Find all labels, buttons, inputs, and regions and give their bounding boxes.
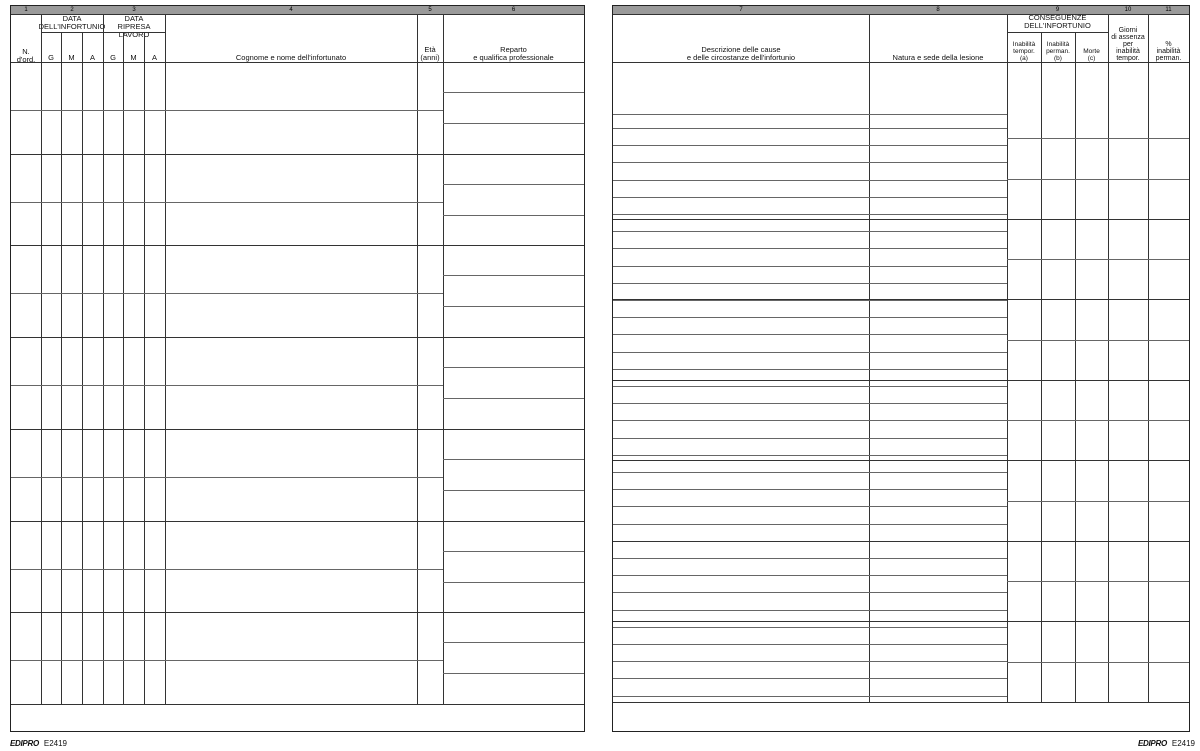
grid-line [1007,420,1189,421]
column-number: 2 [70,7,74,13]
grid-line [613,145,1007,146]
header-giorno: G [48,53,54,62]
grid-line [1108,14,1109,702]
grid-line [613,678,1007,679]
column-number-bar [613,6,1189,14]
grid-line [443,215,584,216]
brand-footer-left [10,739,67,748]
grid-line [613,696,1007,697]
grid-line [613,62,1189,63]
grid-line [417,14,418,704]
grid-line [11,477,443,478]
grid-line [613,592,1007,593]
right-register-page [612,5,1190,732]
grid-line [144,32,145,704]
column-number: 9 [1055,7,1060,13]
grid-line [11,429,584,430]
grid-line [103,14,104,704]
header-conseguenze: CONSEGUENZE DELL'INFORTUNIO [1024,13,1091,30]
grid-line [613,317,1007,318]
grid-line [613,506,1007,507]
grid-line [443,673,584,674]
grid-line [1007,179,1189,180]
grid-line [1007,581,1189,582]
brand-logo: EDIPRO [10,739,39,748]
grid-line [613,524,1007,525]
grid-line [613,380,1189,381]
header-eta: Età (anni) [420,45,440,62]
header-data-infortunio: DATA DELL'INFORTUNIO [38,14,106,31]
grid-line [613,661,1007,662]
grid-line [613,702,1189,703]
grid-line [613,283,1007,284]
grid-line [613,219,1189,220]
grid-line [613,299,1189,300]
grid-line [61,32,62,704]
header-reparto-qualifica: Reparto e qualifica professionale [473,45,554,62]
grid-line [11,154,584,155]
grid-line [1007,14,1008,702]
grid-line [443,275,584,276]
column-number: 8 [936,7,940,13]
grid-line [613,266,1007,267]
grid-line [613,455,1007,456]
column-number: 7 [739,7,743,13]
grid-line [11,660,443,661]
grid-line [11,110,443,111]
grid-line [11,14,584,15]
header-n-ord: N. d'ord. [16,47,36,64]
grid-line [613,369,1007,370]
grid-line [443,92,584,93]
header-mese: M [130,53,137,62]
column-number: 6 [511,7,516,13]
column-number: 3 [132,7,136,13]
grid-line [613,403,1007,404]
left-register-page [10,5,585,732]
grid-line [41,14,42,704]
grid-line [613,334,1007,335]
grid-line [1148,14,1149,702]
grid-line [443,642,584,643]
brand-logo: EDIPRO [1138,739,1167,748]
grid-line [443,582,584,583]
grid-line [11,704,584,705]
grid-line [613,14,1189,15]
grid-line [1075,32,1076,702]
column-number: 5 [428,7,432,13]
product-code: E2419 [43,739,68,748]
grid-line [443,367,584,368]
header-inabilita-permanente: Inabilità perman. (b) [1046,41,1070,62]
grid-line [443,184,584,185]
grid-line [613,575,1007,576]
grid-line [11,521,584,522]
grid-line [613,386,1007,387]
header-morte: Morte (c) [1083,48,1100,62]
grid-line [613,472,1007,473]
column-number: 1 [24,7,28,13]
grid-line [613,420,1007,421]
grid-line [443,306,584,307]
grid-line [11,337,584,338]
grid-line [443,551,584,552]
header-data-ripresa-lavoro: DATA RIPRESA LAVORO [117,14,151,39]
grid-line [613,300,1007,301]
grid-line [613,438,1007,439]
brand-footer-right [1138,739,1195,748]
header-inabilita-temporanea: Inabilità tempor. (a) [1012,41,1036,62]
grid-line [613,610,1007,611]
grid-line [613,541,1189,542]
grid-line [11,202,443,203]
header-cognome-nome: Cognome e nome dell'infortunato [235,53,347,62]
grid-line [1007,138,1189,139]
header-anno: A [89,53,95,62]
column-number: 4 [289,7,293,13]
grid-line [123,32,124,704]
grid-line [1007,501,1189,502]
header-giorni-assenza: Giorni di assenza per inabilità tempor. [1111,27,1145,62]
grid-line [443,398,584,399]
grid-line [443,14,444,704]
grid-line [1007,340,1189,341]
grid-line [613,114,1007,115]
grid-line [613,558,1007,559]
grid-line [1007,259,1189,260]
grid-line [443,459,584,460]
grid-line [613,644,1007,645]
header-natura-sede-lesione: Natura e sede della lesione [892,53,984,62]
grid-line [613,180,1007,181]
grid-line [869,14,870,702]
header-giorno: G [110,53,116,62]
grid-line [11,245,584,246]
grid-line [1041,32,1042,702]
grid-line [11,385,443,386]
grid-line [443,490,584,491]
grid-line [613,352,1007,353]
grid-line [443,123,584,124]
grid-line [613,162,1007,163]
column-number-bar [11,6,584,14]
product-code: E2419 [1171,739,1196,748]
grid-line [613,214,1007,215]
grid-line [613,248,1007,249]
grid-line [11,612,584,613]
grid-line [1007,662,1189,663]
grid-line [613,197,1007,198]
grid-line [11,569,443,570]
grid-line [613,128,1007,129]
header-anno: A [151,53,157,62]
grid-line [1007,32,1108,33]
header-mese: M [68,53,75,62]
grid-line [613,621,1189,622]
column-number: 11 [1165,7,1172,13]
grid-line [613,627,1007,628]
column-number: 10 [1124,7,1132,13]
grid-line [613,231,1007,232]
grid-line [613,460,1189,461]
header-percentuale-inabilita: % inabilità perman. [1155,41,1182,62]
grid-line [11,293,443,294]
grid-line [613,489,1007,490]
grid-line [82,32,83,704]
grid-line [11,62,584,63]
header-descrizione-cause: Descrizione delle cause e delle circostanze dell'infortunio [686,45,796,62]
grid-line [165,14,166,704]
